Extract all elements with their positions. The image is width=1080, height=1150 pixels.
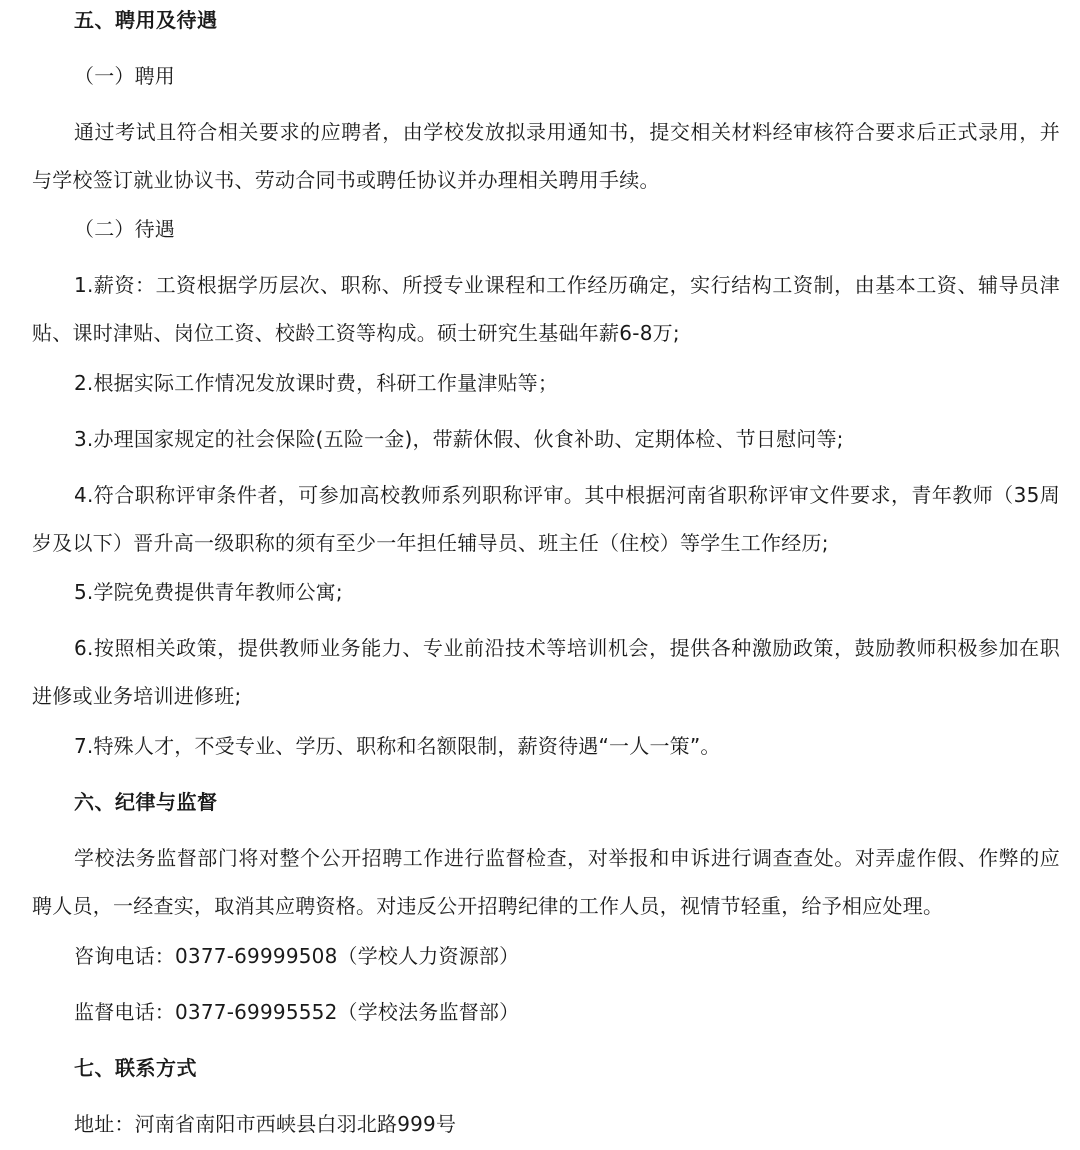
section-7-heading: 七、联系方式 bbox=[74, 1056, 197, 1080]
benefit-item-4: 4.符合职称评审条件者，可参加高校教师系列职称评审。其中根据河南省职称评审文件要求，青年教师（35周岁及以下）晋升高一级职称的须有至少一年担任辅导员、班主任（住校）等学生工作经历; bbox=[32, 483, 1060, 555]
consult-phone: 咨询电话：0377-69999508（学校人力资源部） bbox=[74, 944, 520, 968]
benefit-item-7: 7.特殊人才，不受专业、学历、职称和名额限制，薪资待遇“一人一策”。 bbox=[74, 734, 721, 758]
benefit-item-6: 6.按照相关政策，提供教师业务能力、专业前沿技术等培训机会，提供各种激励政策，鼓励教师积极参加在职进修或业务培训进修班; bbox=[32, 636, 1060, 708]
benefit-item-5: 5.学院免费提供青年教师公寓; bbox=[74, 580, 343, 604]
employment-paragraph: 通过考试且符合相关要求的应聘者，由学校发放拟录用通知书，提交相关材料经审核符合要求后正式录用，并与学校签订就业协议书、劳动合同书或聘任协议并办理相关聘用手续。 bbox=[32, 120, 1060, 192]
section-5-heading: 五、聘用及待遇 bbox=[74, 8, 218, 32]
supervise-phone: 监督电话：0377-69995552（学校法务监督部） bbox=[74, 1000, 520, 1024]
benefit-item-3: 3.办理国家规定的社会保险(五险一金)，带薪休假、伙食补助、定期体检、节日慰问等; bbox=[74, 427, 844, 451]
subsection-2-heading: （二）待遇 bbox=[74, 217, 175, 241]
supervision-paragraph: 学校法务监督部门将对整个公开招聘工作进行监督检查，对举报和申诉进行调查查处。对弄虚作假、作弊的应聘人员，一经查实，取消其应聘资格。对违反公开招聘纪律的工作人员，视情节轻重，给予相应处理。 bbox=[32, 846, 1060, 918]
benefit-item-2: 2.根据实际工作情况发放课时费，科研工作量津贴等； bbox=[74, 371, 559, 395]
benefit-item-1: 1.薪资：工资根据学历层次、职称、所授专业课程和工作经历确定，实行结构工资制，由基本工资、辅导员津贴、课时津贴、岗位工资、校龄工资等构成。硕士研究生基础年薪6-8万; bbox=[32, 273, 1060, 345]
contact-address: 地址：河南省南阳市西峡县白羽北路999号 bbox=[74, 1112, 457, 1136]
section-6-heading: 六、纪律与监督 bbox=[74, 790, 218, 814]
subsection-1-heading: （一）聘用 bbox=[74, 64, 175, 88]
